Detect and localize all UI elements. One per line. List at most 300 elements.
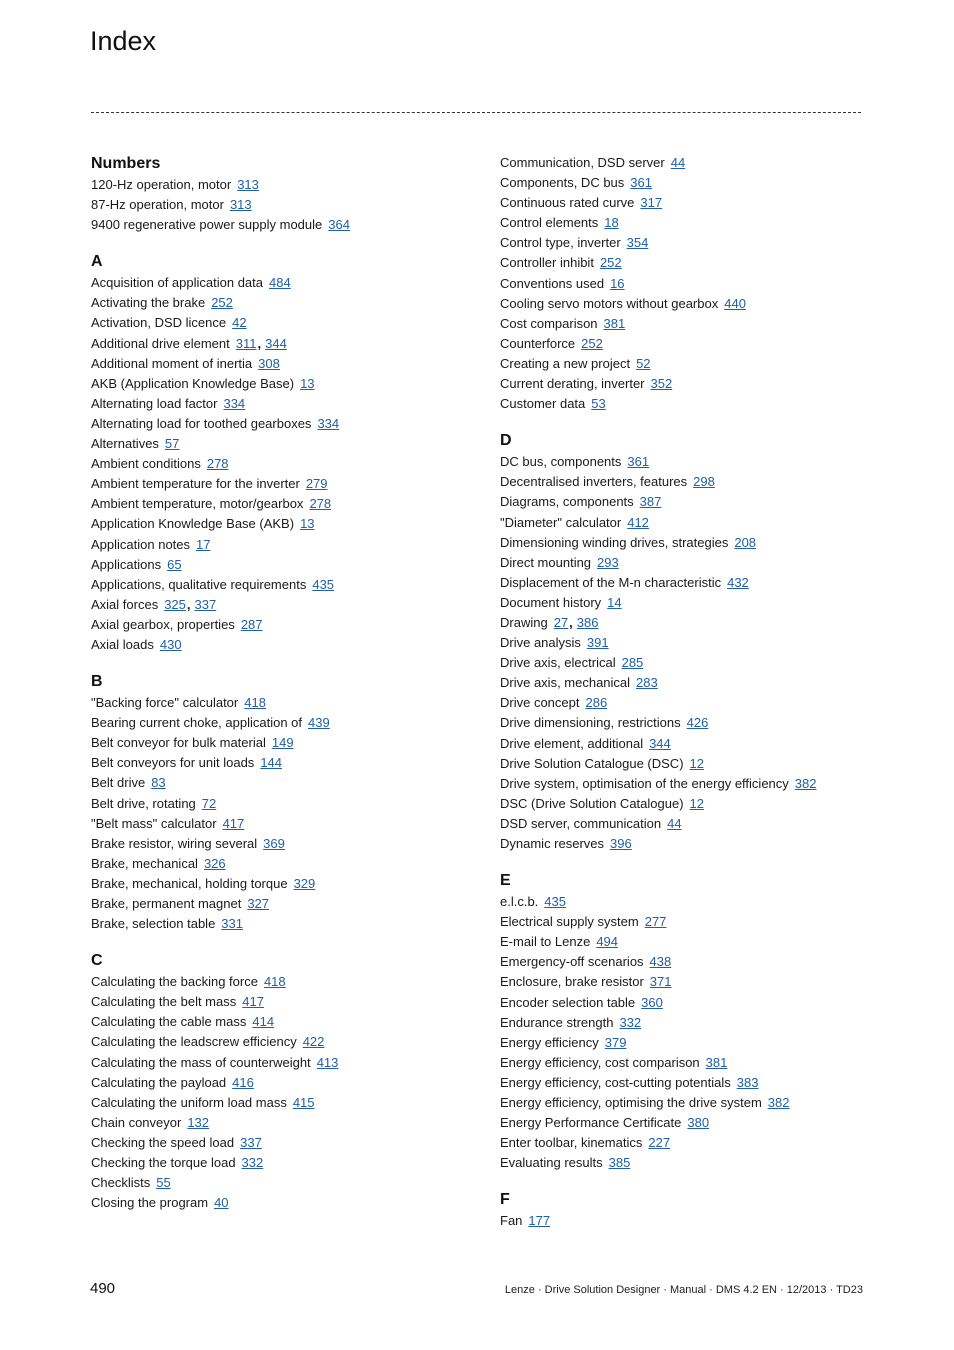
index-entry — [500, 1113, 880, 1133]
index-entry — [91, 733, 471, 753]
index-entry-term: "Backing force" calculator — [91, 695, 239, 711]
index-entry-term: Belt drive, rotating — [91, 795, 196, 811]
page-link[interactable]: 14 — [607, 594, 622, 610]
index-entry-term: Drive axis, mechanical — [500, 675, 631, 691]
index-entry — [91, 354, 471, 374]
index-entry — [91, 713, 471, 733]
index-section — [500, 870, 880, 1173]
index-entry — [91, 555, 471, 575]
page-link[interactable]: 334 — [317, 415, 340, 431]
page-link[interactable]: 57 — [164, 436, 180, 452]
index-entry — [500, 892, 880, 912]
index-entry-term: Cooling servo motors without gearbox — [500, 295, 719, 311]
page-link[interactable]: 177 — [528, 1213, 551, 1229]
index-entry-term: Drawing — [500, 614, 548, 630]
page-link[interactable]: 418 — [244, 695, 266, 711]
page-link[interactable]: 371 — [649, 974, 672, 990]
page-link[interactable]: 278 — [309, 496, 332, 512]
page-link[interactable]: 361 — [627, 454, 650, 470]
index-entry-term: Belt drive — [91, 775, 146, 791]
index-entry — [500, 334, 880, 354]
page-link[interactable]: 344 — [265, 335, 287, 351]
index-entry-term: Checking the speed load — [91, 1134, 235, 1150]
index-entry-term: "Belt mass" calculator — [91, 815, 217, 831]
page-separator: , — [569, 614, 573, 630]
page-link[interactable]: 435 — [312, 576, 335, 592]
index-entry-term: Control elements — [500, 215, 599, 231]
index-entry-term: Evaluating results — [500, 1155, 603, 1171]
index-entry — [500, 734, 880, 754]
page-link[interactable]: 252 — [211, 295, 233, 311]
page-link[interactable]: 422 — [302, 1034, 325, 1050]
page-title: Index — [90, 26, 157, 56]
index-entry-term: Controller inhibit — [500, 255, 594, 271]
index-entry — [500, 834, 880, 854]
index-entry — [500, 314, 880, 334]
page-link[interactable]: 13 — [300, 375, 315, 391]
index-entry — [500, 394, 880, 414]
page-link[interactable]: 417 — [242, 994, 264, 1010]
index-section — [91, 950, 471, 1213]
page-link[interactable]: 293 — [597, 554, 619, 570]
index-entry — [500, 153, 880, 173]
index-entry — [91, 494, 471, 514]
page-link[interactable]: 283 — [636, 675, 658, 691]
page-link[interactable]: 44 — [667, 815, 682, 831]
index-entry-term: Document history — [500, 594, 602, 610]
index-section — [500, 1189, 880, 1231]
index-entry-term: Ambient temperature for the inverter — [91, 476, 300, 492]
index-entry — [500, 294, 880, 314]
page-link[interactable]: 382 — [767, 1095, 790, 1111]
index-entry-term: Drive Solution Catalogue (DSC) — [500, 755, 684, 771]
index-entry — [500, 354, 880, 374]
index-entry-term: Drive system, optimisation of the energy efficiency — [500, 775, 789, 791]
index-entry — [91, 175, 471, 195]
page-link[interactable]: 382 — [794, 775, 817, 791]
index-entry-term: Electrical supply system — [500, 914, 639, 930]
index-entry — [500, 253, 880, 273]
index-entry — [500, 513, 880, 533]
index-entry — [91, 1053, 471, 1073]
section-heading: E — [500, 872, 511, 890]
page-link[interactable]: 52 — [636, 355, 651, 371]
index-entry — [91, 414, 471, 434]
page-link[interactable]: 416 — [232, 1074, 254, 1090]
index-entry-term: Checking the torque load — [91, 1155, 236, 1171]
index-entry-term: Closing the program — [91, 1195, 209, 1211]
page-link[interactable]: 18 — [604, 215, 619, 231]
index-entry-term: Decentralised inverters, features — [500, 474, 688, 490]
page-separator: , — [257, 335, 262, 351]
index-entry-term: Bearing current choke, application of — [91, 715, 303, 731]
page-link[interactable]: 308 — [258, 355, 280, 371]
page-link[interactable]: 12 — [689, 795, 704, 811]
index-entry — [91, 992, 471, 1012]
index-entry-term: Displacement of the M-n characteristic — [500, 574, 722, 590]
index-entry-term: Activation, DSD licence — [91, 315, 227, 331]
index-entry — [91, 972, 471, 992]
index-entry — [91, 914, 471, 934]
index-entry-term: Direct mounting — [500, 554, 592, 570]
index-entry — [500, 774, 880, 794]
page-link[interactable]: 494 — [596, 934, 619, 950]
index-entry-term: Activating the brake — [91, 295, 206, 311]
index-entry — [500, 472, 880, 492]
index-entry — [500, 794, 880, 814]
index-entry-term: Axial loads — [91, 636, 154, 652]
index-entry — [91, 834, 471, 854]
page-link[interactable]: 432 — [727, 574, 749, 590]
index-entry — [91, 434, 471, 454]
index-entry — [91, 693, 471, 713]
page-link[interactable]: 337 — [194, 596, 217, 612]
index-entry — [91, 1032, 471, 1052]
index-entry-term: Calculating the cable mass — [91, 1014, 247, 1030]
page-link[interactable]: 13 — [300, 516, 315, 532]
index-entry-term: DSC (Drive Solution Catalogue) — [500, 795, 684, 811]
section-heading: C — [91, 952, 103, 970]
index-entry-term: Calculating the uniform load mass — [91, 1094, 287, 1110]
index-entry-term: Belt conveyor for bulk material — [91, 735, 266, 751]
index-entry-term: Cost comparison — [500, 315, 598, 331]
footer-info: Lenze · Drive Solution Designer · Manual · DMS 4.2 EN · 12/2013 · TD23 — [504, 1284, 863, 1296]
page-link[interactable]: 83 — [151, 775, 166, 791]
index-entry — [91, 874, 471, 894]
index-entry — [500, 673, 880, 693]
index-entry — [500, 952, 880, 972]
page-link[interactable]: 418 — [263, 974, 286, 990]
index-entry-term: Creating a new project — [500, 355, 631, 371]
page-link[interactable]: 412 — [627, 514, 649, 530]
index-entry-term: Brake, mechanical, holding torque — [91, 875, 288, 891]
page-link[interactable]: 385 — [608, 1155, 631, 1171]
index-entry — [500, 633, 880, 653]
index-section — [91, 153, 471, 235]
page-link[interactable]: 72 — [201, 795, 217, 811]
index-entry-term: Communication, DSD server — [500, 155, 665, 170]
page-link[interactable]: 325 — [164, 596, 186, 612]
page-link[interactable]: 387 — [639, 494, 662, 510]
page-link[interactable]: 27 — [553, 614, 569, 630]
index-entry-term: Applications — [91, 556, 162, 572]
index-entry — [91, 1012, 471, 1032]
page-link[interactable]: 380 — [687, 1115, 710, 1131]
page-link[interactable]: 332 — [241, 1155, 264, 1171]
page-link[interactable]: 396 — [610, 836, 632, 851]
index-entry-term: Energy efficiency — [500, 1034, 599, 1050]
index-entry — [91, 374, 471, 394]
index-entry — [500, 593, 880, 613]
index-entry — [91, 195, 471, 215]
index-entry — [500, 1093, 880, 1113]
index-entry — [500, 912, 880, 932]
index-entry-term: Drive concept — [500, 695, 580, 711]
index-entry-term: Counterforce — [500, 335, 576, 351]
page-link[interactable]: 42 — [232, 315, 247, 331]
index-entry — [91, 595, 471, 615]
index-entry — [91, 334, 471, 354]
index-entry — [91, 635, 471, 655]
index-entry-term: Alternatives — [91, 436, 159, 452]
index-entry-term: Current derating, inverter — [500, 376, 645, 392]
page-link[interactable]: 417 — [222, 815, 245, 831]
index-section — [91, 671, 471, 934]
index-entry-term: Energy efficiency, optimising the drive system — [500, 1095, 762, 1111]
index-entry-term: Brake, permanent magnet — [91, 896, 242, 911]
page-link[interactable]: 361 — [630, 175, 652, 191]
page-link[interactable]: 381 — [705, 1054, 728, 1070]
index-entry — [91, 215, 471, 235]
page-link[interactable]: 12 — [689, 755, 704, 771]
index-entry-term: Dimensioning winding drives, strategies — [500, 534, 729, 550]
index-entry-term: Dynamic reserves — [500, 836, 605, 851]
index-entry — [500, 274, 880, 294]
index-entry-term: Drive axis, electrical — [500, 655, 616, 671]
page-link[interactable]: 327 — [247, 896, 270, 911]
index-entry-term: Conventions used — [500, 275, 605, 291]
page-link[interactable]: 40 — [214, 1195, 229, 1211]
page-link[interactable]: 430 — [159, 636, 182, 652]
index-entry-term: Calculating the leadscrew efficiency — [91, 1034, 297, 1050]
page-link[interactable]: 331 — [221, 916, 243, 932]
page-link[interactable]: 354 — [626, 235, 649, 251]
index-entry-term: Brake, selection table — [91, 916, 216, 932]
index-entry-term: Continuous rated curve — [500, 195, 635, 211]
page-link[interactable]: 313 — [237, 177, 259, 192]
page-link[interactable]: 329 — [293, 875, 316, 891]
page-link[interactable]: 435 — [544, 894, 566, 910]
index-entry-term: Calculating the belt mass — [91, 994, 237, 1010]
index-entry — [91, 394, 471, 414]
index-entry-term: Axial forces — [91, 596, 159, 612]
index-entry-term: Energy Performance Certificate — [500, 1115, 682, 1131]
index-entry-term: Customer data — [500, 396, 586, 412]
index-entry-term: Components, DC bus — [500, 175, 625, 191]
index-entry-term: Drive analysis — [500, 635, 581, 651]
page-link[interactable]: 326 — [203, 855, 226, 871]
page-link[interactable]: 144 — [260, 755, 283, 771]
index-entry — [91, 773, 471, 793]
page-link[interactable]: 334 — [223, 395, 246, 411]
index-entry-term: Checklists — [91, 1175, 151, 1191]
index-entry — [500, 492, 880, 512]
index-entry — [500, 693, 880, 713]
index-entry-term: Calculating the mass of counterweight — [91, 1054, 311, 1070]
page-link[interactable]: 484 — [269, 275, 291, 291]
index-entry — [500, 1033, 880, 1053]
index-entry-term: Diagrams, components — [500, 494, 634, 510]
index-entry — [91, 615, 471, 635]
page-link[interactable]: 413 — [316, 1054, 339, 1070]
page-link[interactable]: 65 — [167, 556, 182, 572]
index-entry-term: E-mail to Lenze — [500, 934, 591, 950]
index-entry-term: DSD server, communication — [500, 815, 662, 831]
index-entry-term: 87-Hz operation, motor — [91, 197, 224, 213]
index-entry-term: Control type, inverter — [500, 235, 621, 251]
index-entry-term: Belt conveyors for unit loads — [91, 755, 255, 771]
index-entry — [91, 794, 471, 814]
page-link[interactable]: 279 — [305, 476, 328, 492]
index-section — [91, 251, 471, 655]
index-entry — [91, 1153, 471, 1173]
page-link[interactable]: 369 — [263, 835, 285, 851]
page-link[interactable]: 285 — [621, 655, 644, 671]
index-entry-term: Endurance strength — [500, 1014, 614, 1030]
index-entry-term: Ambient conditions — [91, 456, 201, 472]
page-link[interactable]: 252 — [581, 335, 603, 351]
index-entry — [500, 233, 880, 253]
index-entry — [91, 1093, 471, 1113]
index-entry-term: Axial gearbox, properties — [91, 616, 235, 632]
index-entry-term: e.l.c.b. — [500, 894, 539, 910]
index-entry-term: Energy efficiency, cost comparison — [500, 1054, 700, 1070]
index-entry-term: Drive dimensioning, restrictions — [500, 715, 681, 731]
page-link[interactable]: 17 — [196, 536, 211, 552]
index-column-left — [91, 153, 471, 1229]
index-entry — [500, 1013, 880, 1033]
page-link[interactable]: 337 — [240, 1134, 262, 1150]
page-number: 490 — [90, 1280, 116, 1297]
index-entry-term: Alternating load for toothed gearboxes — [91, 415, 312, 431]
index-entry — [500, 1211, 880, 1231]
page-link[interactable]: 252 — [599, 255, 622, 271]
index-entry — [500, 613, 880, 633]
page-link[interactable]: 414 — [252, 1014, 275, 1030]
page-link[interactable]: 332 — [619, 1014, 642, 1030]
index-entry — [500, 1053, 880, 1073]
index-entry-term: Fan — [500, 1213, 523, 1229]
page-link[interactable]: 391 — [586, 635, 609, 651]
index-entry — [500, 452, 880, 472]
header-divider — [91, 112, 861, 113]
page-separator: , — [186, 596, 191, 612]
index-entry-term: Alternating load factor — [91, 395, 218, 411]
page-link[interactable]: 16 — [610, 275, 625, 291]
index-entry-term: Calculating the payload — [91, 1074, 227, 1090]
page-link[interactable]: 440 — [724, 295, 746, 311]
page-link[interactable]: 317 — [640, 195, 663, 211]
section-heading: A — [91, 253, 103, 271]
index-entry — [500, 1073, 880, 1093]
index-entry — [91, 1193, 471, 1213]
index-entry — [500, 713, 880, 733]
page-link[interactable]: 286 — [585, 695, 608, 711]
index-entry — [91, 1113, 471, 1133]
index-entry-term: AKB (Application Knowledge Base) — [91, 375, 295, 391]
page-link[interactable]: 439 — [308, 715, 330, 731]
page-link[interactable]: 208 — [734, 534, 757, 550]
index-entry — [91, 1073, 471, 1093]
index-entry — [91, 854, 471, 874]
index-entry-term: Brake, mechanical — [91, 855, 198, 871]
index-entry — [500, 972, 880, 992]
page-link[interactable]: 383 — [736, 1074, 759, 1090]
page-link[interactable]: 311 — [235, 335, 257, 351]
index-entry — [500, 173, 880, 193]
index-entry-term: "Diameter" calculator — [500, 514, 622, 530]
index-entry — [91, 273, 471, 293]
page-link[interactable]: 44 — [670, 155, 686, 170]
index-section — [500, 430, 880, 854]
page-link[interactable]: 426 — [686, 715, 709, 731]
index-entry — [91, 535, 471, 555]
index-entry — [500, 213, 880, 233]
page-link[interactable]: 381 — [603, 315, 626, 331]
index-entry — [91, 514, 471, 534]
page-link[interactable]: 344 — [649, 735, 671, 751]
page-link[interactable]: 277 — [644, 914, 667, 930]
page-link[interactable]: 149 — [271, 735, 294, 751]
section-heading: F — [500, 1191, 510, 1209]
page-link[interactable]: 278 — [206, 456, 229, 472]
section-heading: Numbers — [91, 155, 161, 172]
page-link[interactable]: 55 — [156, 1175, 171, 1191]
index-entry — [91, 474, 471, 494]
index-column-right — [500, 153, 880, 1248]
index-entry — [500, 754, 880, 774]
page-link[interactable]: 132 — [187, 1114, 210, 1130]
index-section — [500, 153, 880, 414]
index-entry — [500, 573, 880, 593]
page-link[interactable]: 386 — [576, 614, 599, 630]
page-link[interactable]: 379 — [604, 1034, 627, 1050]
index-entry-term: Emergency-off scenarios — [500, 954, 644, 970]
index-entry — [500, 374, 880, 394]
index-entry-term: Application Knowledge Base (AKB) — [91, 516, 295, 532]
page-link[interactable]: 287 — [240, 616, 263, 632]
page-link[interactable]: 53 — [591, 396, 606, 412]
page-link[interactable]: 364 — [328, 217, 350, 233]
page-link[interactable]: 352 — [650, 376, 673, 392]
index-entry-term: Additional drive element — [91, 335, 230, 351]
page-link[interactable]: 298 — [693, 474, 715, 490]
index-entry — [91, 814, 471, 834]
index-entry-term: Drive element, additional — [500, 735, 644, 751]
index-entry — [91, 293, 471, 313]
page-link[interactable]: 227 — [648, 1135, 671, 1151]
index-entry-term: Application notes — [91, 536, 191, 552]
index-entry-term: Encoder selection table — [500, 994, 636, 1010]
index-entry-term: DC bus, components — [500, 454, 622, 470]
page-link[interactable]: 360 — [641, 994, 663, 1010]
index-entry-term: Energy efficiency, cost-cutting potentials — [500, 1074, 731, 1090]
index-entry — [500, 193, 880, 213]
page-link[interactable]: 415 — [292, 1094, 315, 1110]
index-entry-term: Calculating the backing force — [91, 974, 258, 990]
index-entry — [91, 1173, 471, 1193]
index-entry — [91, 1133, 471, 1153]
index-entry-term: 9400 regenerative power supply module — [91, 217, 323, 233]
index-entry-term: Ambient temperature, motor/gearbox — [91, 496, 304, 512]
index-entry — [91, 313, 471, 333]
index-entry — [91, 894, 471, 914]
index-entry — [500, 533, 880, 553]
index-entry — [500, 814, 880, 834]
index-entry-term: Enclosure, brake resistor — [500, 974, 644, 990]
index-entry-term: Chain conveyor — [91, 1114, 182, 1130]
index-entry — [91, 753, 471, 773]
index-entry — [500, 553, 880, 573]
index-entry-term: Acquisition of application data — [91, 275, 264, 291]
page-link[interactable]: 438 — [649, 954, 672, 970]
index-entry — [500, 1133, 880, 1153]
index-entry-term: Brake resistor, wiring several — [91, 835, 258, 851]
index-entry — [500, 653, 880, 673]
page-link[interactable]: 313 — [229, 197, 252, 213]
index-entry — [500, 1153, 880, 1173]
index-entry-term: 120-Hz operation, motor — [91, 177, 232, 192]
